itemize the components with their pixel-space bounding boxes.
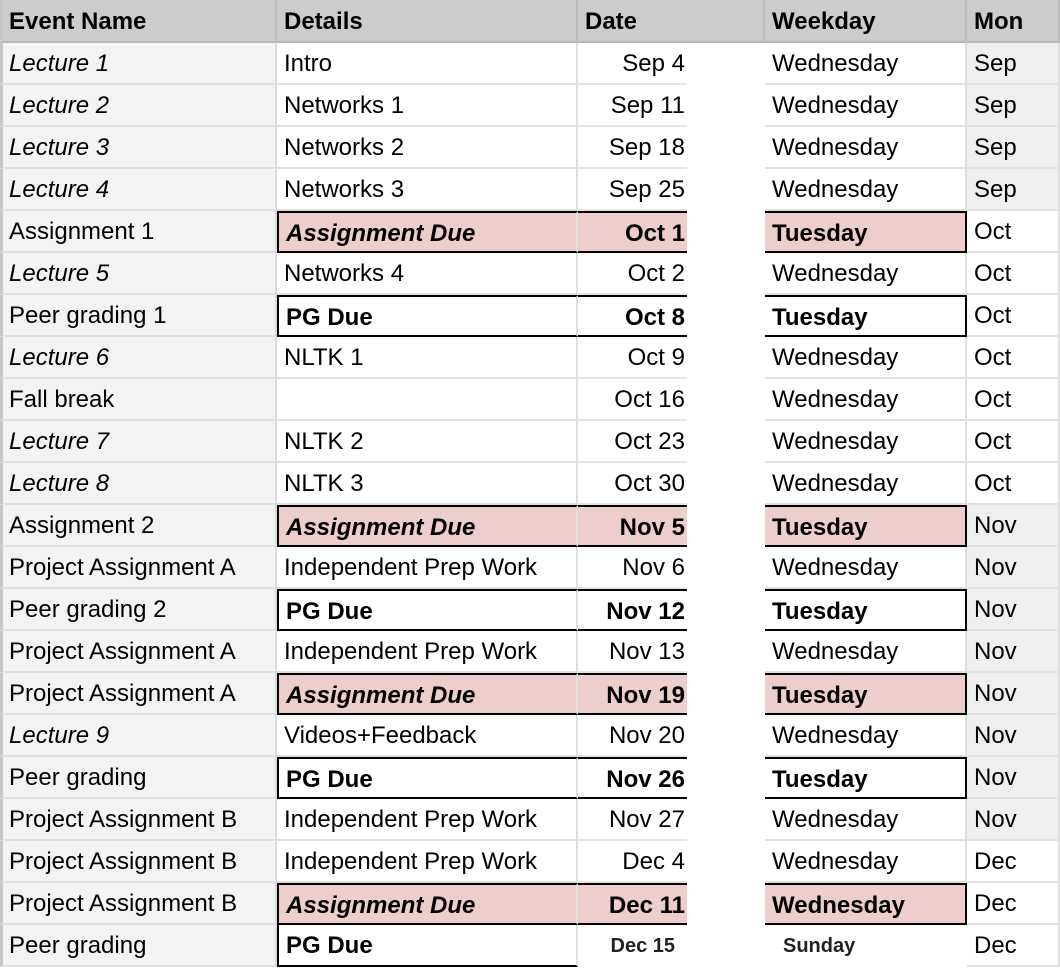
table-row [0, 925, 1060, 967]
cell-event-name[interactable]: Peer grading [0, 925, 277, 967]
cell-date[interactable]: Nov 20 [578, 715, 687, 757]
cell-weekday[interactable]: Wednesday [765, 127, 967, 169]
column-gap [687, 715, 765, 757]
cell-month[interactable]: Oct [967, 463, 1060, 505]
cell-date[interactable]: Sep 18 [578, 127, 687, 169]
table-row [0, 169, 1060, 211]
cell-month[interactable]: Nov [967, 673, 1060, 715]
cell-weekday[interactable]: Wednesday [765, 253, 967, 295]
cell-date[interactable]: Dec 11 [578, 883, 687, 925]
table-row [0, 85, 1060, 127]
table-row [0, 505, 1060, 547]
cell-event-name[interactable]: Lecture 2 [0, 85, 277, 127]
cell-date[interactable]: Dec 15 [578, 925, 687, 967]
table-row [0, 337, 1060, 379]
cell-date[interactable]: Nov 26 [578, 757, 687, 799]
cell-details[interactable]: PG Due [277, 757, 578, 799]
column-gap [687, 799, 765, 841]
cell-weekday[interactable]: Wednesday [765, 883, 967, 925]
cell-details[interactable]: Networks 1 [277, 85, 578, 127]
column-gap [687, 883, 765, 925]
cell-weekday[interactable]: Wednesday [765, 85, 967, 127]
cell-event-name[interactable]: Lecture 1 [0, 43, 277, 85]
table-row [0, 883, 1060, 925]
cell-month[interactable]: Sep [967, 127, 1060, 169]
column-gap [687, 379, 765, 421]
column-gap [687, 589, 765, 631]
column-gap [687, 505, 765, 547]
cell-month[interactable]: Sep [967, 85, 1060, 127]
cell-month[interactable]: Dec [967, 883, 1060, 925]
cell-date[interactable]: Oct 30 [578, 463, 687, 505]
cell-weekday[interactable]: Wednesday [765, 547, 967, 589]
cell-month[interactable]: Nov [967, 715, 1060, 757]
cell-month[interactable]: Sep [967, 43, 1060, 85]
cell-details[interactable] [277, 379, 578, 421]
cell-month[interactable]: Nov [967, 547, 1060, 589]
column-gap [687, 841, 765, 883]
cell-month[interactable]: Dec [967, 925, 1060, 967]
column-gap [687, 295, 765, 337]
table-row [0, 631, 1060, 673]
column-header-details[interactable]: Details [277, 0, 578, 43]
cell-event-name[interactable]: Assignment 2 [0, 505, 277, 547]
cell-month[interactable]: Oct [967, 379, 1060, 421]
cell-month[interactable]: Sep [967, 169, 1060, 211]
cell-event-name[interactable]: Project Assignment A [0, 673, 277, 715]
cell-details[interactable]: Independent Prep Work [277, 547, 578, 589]
cell-month[interactable]: Oct [967, 421, 1060, 463]
cell-date[interactable]: Oct 23 [578, 421, 687, 463]
cell-details[interactable]: Assignment Due [277, 211, 578, 253]
cell-details[interactable]: NLTK 1 [277, 337, 578, 379]
column-gap [687, 85, 765, 127]
column-gap [687, 547, 765, 589]
column-gap [687, 925, 765, 967]
cell-date[interactable]: Oct 1 [578, 211, 687, 253]
column-gap [687, 169, 765, 211]
cell-event-name[interactable]: Lecture 8 [0, 463, 277, 505]
column-gap [687, 253, 765, 295]
table-row [0, 295, 1060, 337]
column-header-event-name[interactable]: Event Name [0, 0, 277, 43]
cell-event-name[interactable]: Project Assignment B [0, 883, 277, 925]
cell-weekday[interactable]: Wednesday [765, 715, 967, 757]
cell-details[interactable]: Intro [277, 43, 578, 85]
cell-details[interactable]: Independent Prep Work [277, 841, 578, 883]
cell-details[interactable]: Assignment Due [277, 505, 578, 547]
cell-event-name[interactable]: Lecture 9 [0, 715, 277, 757]
cell-details[interactable]: Networks 3 [277, 169, 578, 211]
cell-weekday[interactable]: Tuesday [765, 757, 967, 799]
cell-month[interactable]: Nov [967, 799, 1060, 841]
table-row [0, 547, 1060, 589]
cell-date[interactable]: Nov 27 [578, 799, 687, 841]
column-gap [687, 337, 765, 379]
cell-weekday[interactable]: Tuesday [765, 211, 967, 253]
cell-weekday[interactable]: Wednesday [765, 169, 967, 211]
table-row [0, 43, 1060, 85]
cell-month[interactable]: Oct [967, 253, 1060, 295]
column-gap [687, 757, 765, 799]
cell-month[interactable]: Oct [967, 295, 1060, 337]
cell-month[interactable]: Oct [967, 211, 1060, 253]
cell-month[interactable]: Nov [967, 757, 1060, 799]
column-gap [687, 463, 765, 505]
cell-weekday[interactable]: Wednesday [765, 841, 967, 883]
column-gap [687, 421, 765, 463]
header-row [0, 0, 1060, 42]
cell-event-name[interactable]: Peer grading 2 [0, 589, 277, 631]
cell-month[interactable]: Dec [967, 841, 1060, 883]
column-gap [687, 631, 765, 673]
cell-details[interactable]: PG Due [277, 925, 578, 967]
cell-month[interactable]: Nov [967, 505, 1060, 547]
cell-weekday[interactable]: Wednesday [765, 631, 967, 673]
cell-details[interactable]: Networks 4 [277, 253, 578, 295]
cell-date[interactable]: Sep 4 [578, 43, 687, 85]
cell-date[interactable]: Oct 2 [578, 253, 687, 295]
cell-date[interactable]: Oct 8 [578, 295, 687, 337]
table-row [0, 127, 1060, 169]
cell-event-name[interactable]: Lecture 3 [0, 127, 277, 169]
cell-details[interactable]: NLTK 2 [277, 421, 578, 463]
table-row [0, 421, 1060, 463]
table-row [0, 673, 1060, 715]
cell-weekday[interactable]: Wednesday [765, 799, 967, 841]
table-row [0, 589, 1060, 631]
cell-details[interactable]: NLTK 3 [277, 463, 578, 505]
cell-date[interactable]: Dec 4 [578, 841, 687, 883]
column-header-month[interactable]: Mon [967, 0, 1060, 43]
cell-date[interactable]: Oct 9 [578, 337, 687, 379]
cell-details[interactable]: Independent Prep Work [277, 799, 578, 841]
cell-event-name[interactable]: Peer grading 1 [0, 295, 277, 337]
cell-weekday[interactable]: Tuesday [765, 295, 967, 337]
column-gap [687, 211, 765, 253]
cell-date[interactable]: Sep 25 [578, 169, 687, 211]
table-row [0, 757, 1060, 799]
cell-date[interactable]: Nov 19 [578, 673, 687, 715]
column-header-date[interactable]: Date [578, 0, 765, 43]
cell-date[interactable]: Nov 13 [578, 631, 687, 673]
table-row [0, 715, 1060, 757]
cell-date[interactable]: Sep 11 [578, 85, 687, 127]
column-gap [687, 673, 765, 715]
cell-weekday[interactable]: Sunday [765, 925, 967, 967]
cell-event-name[interactable]: Fall break [0, 379, 277, 421]
cell-weekday[interactable]: Wednesday [765, 337, 967, 379]
cell-weekday[interactable]: Wednesday [765, 421, 967, 463]
cell-event-name[interactable]: Project Assignment B [0, 841, 277, 883]
cell-details[interactable]: PG Due [277, 295, 578, 337]
cell-month[interactable]: Nov [967, 589, 1060, 631]
table-row [0, 253, 1060, 295]
cell-date[interactable]: Nov 5 [578, 505, 687, 547]
cell-details[interactable]: Networks 2 [277, 127, 578, 169]
table-row [0, 841, 1060, 883]
table-row [0, 211, 1060, 253]
cell-month[interactable]: Oct [967, 337, 1060, 379]
cell-weekday[interactable]: Tuesday [765, 673, 967, 715]
column-gap [687, 127, 765, 169]
cell-event-name[interactable]: Project Assignment A [0, 631, 277, 673]
table-row [0, 379, 1060, 421]
cell-event-name[interactable]: Peer grading [0, 757, 277, 799]
cell-event-name[interactable]: Lecture 6 [0, 337, 277, 379]
cell-date[interactable]: Nov 12 [578, 589, 687, 631]
cell-date[interactable]: Nov 6 [578, 547, 687, 589]
cell-weekday[interactable]: Tuesday [765, 505, 967, 547]
cell-event-name[interactable]: Project Assignment B [0, 799, 277, 841]
table-row [0, 463, 1060, 505]
cell-month[interactable]: Nov [967, 631, 1060, 673]
cell-weekday[interactable]: Wednesday [765, 379, 967, 421]
cell-event-name[interactable]: Lecture 4 [0, 169, 277, 211]
cell-details[interactable]: PG Due [277, 589, 578, 631]
column-gap [687, 43, 765, 85]
cell-date[interactable]: Oct 16 [578, 379, 687, 421]
column-header-weekday[interactable]: Weekday [765, 0, 967, 43]
cell-weekday[interactable]: Wednesday [765, 463, 967, 505]
cell-event-name[interactable]: Assignment 1 [0, 211, 277, 253]
cell-event-name[interactable]: Lecture 5 [0, 253, 277, 295]
cell-event-name[interactable]: Lecture 7 [0, 421, 277, 463]
cell-details[interactable]: Videos+Feedback [277, 715, 578, 757]
cell-weekday[interactable]: Wednesday [765, 43, 967, 85]
cell-details[interactable]: Assignment Due [277, 673, 578, 715]
table-row [0, 799, 1060, 841]
cell-details[interactable]: Assignment Due [277, 883, 578, 925]
cell-details[interactable]: Independent Prep Work [277, 631, 578, 673]
cell-event-name[interactable]: Project Assignment A [0, 547, 277, 589]
cell-weekday[interactable]: Tuesday [765, 589, 967, 631]
